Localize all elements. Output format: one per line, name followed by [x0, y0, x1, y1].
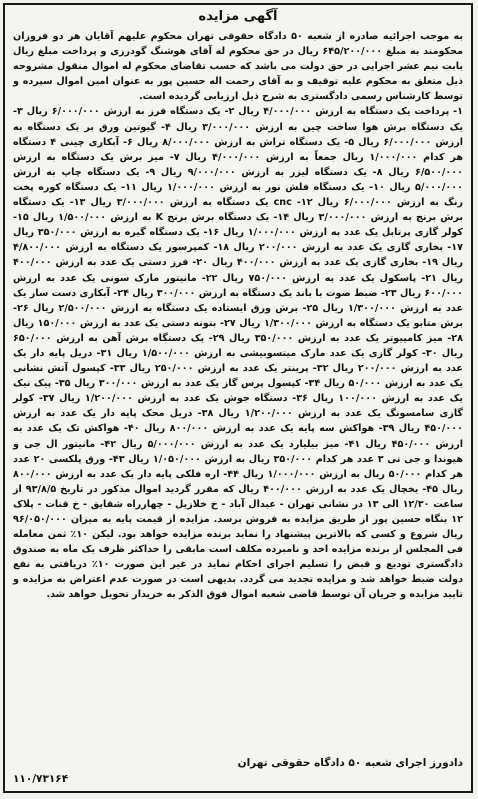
notice-intro-paragraph: به موجب اجرائیه صادره از شعبه ۵۰ دادگاه حقوقی تهران محکوم علیهم آقایان هر دو فروزان محکومند به مبلغ ۶۴۵/۲۰۰/۰۰۰ ریال در حق محکوم له آقای هوشنگ گودرزی و پرداخت مبلغ ریال بابت نیم عشر اجرایی در حق دولت می باشد که حسب تقاضای محکوم له اموال منقول مشروحه ذیل متعلق به محکوم علیه توقیف و به آقای رحمت اله حسین پور به عنوان امین اموال سپرده و توسط کارشناس رسمی دادگستری به شرح ذیل ارزیابی گردیده است. — [13, 31, 463, 103]
reference-number: ۱۱۰/۷۳۱۶۴ — [13, 773, 69, 785]
notice-items-paragraph: ۱- پرداخت یک دستگاه به ارزش ۴/۰۰۰/۰۰۰ ریال ۲- یک دستگاه فرز به ارزش ۶/۰۰۰/۰۰۰ ریال ۳- یک دستگاه برش هوا ساخت چین به ارزش ۳/۰۰۰/۰۰۰ ریال ۴- گیوتین ورق بر یک دستگاه به ارزش ۶/۰۰۰/۰۰۰ ریال ۵- یک دستگاه تراش به ارزش ۸/۰۰۰/۰۰۰ ریال ۶- آبکاری چینی ۴ دستگاه هر کدام ۱/۰۰۰/۰۰۰ ریال جمعاً به ارزش ۴/۰۰۰/۰۰۰ ریال ۷- میز برش یک دستگاه به ارزش ۶/۵۰۰/۰۰۰ ریال ۸- یک دستگاه لیزر به ارزش ۹/۰۰۰/۰۰۰ ریال ۹- یک دستگاه چاپ به ارزش ۵/۰۰۰/۰۰۰ ریال ۱۰- یک دستگاه فلش نور به ارزش ۱/۰۰۰/۰۰۰ ریال ۱۱- یک دستگاه کوره پخت رنگ به ارزش ۶/۰۰۰/۰۰۰ ریال ۱۲- cnc یک دستگاه به ارزش ۳/۰۰۰/۰۰۰ ریال ۱۳- یک دستگاه برش برنج به ارزش ۳/۰۰۰/۰۰۰ ریال ۱۴- یک دستگاه برش برنج K به ارزش ۱/۵۰۰/۰۰۰ ریال ۱۵- کولر گازی پرتابل یک عدد به ارزش ۱/۰۰۰/۰۰۰ ریال ۱۶- یک دستگاه گیره به ارزش ۳۵۰/۰۰۰ ریال ۱۷- بخاری گازی یک عدد به ارزش ۲۰۰/۰۰۰ ریال ۱۸- کمپرسور یک دستگاه به ارزش ۴/۸۰۰/۰۰۰ ریال ۱۹- بخاری گازی یک عدد به ارزش ۴۰۰/۰۰۰ ریال ۲۰- فرز دستی یک عدد به ارزش ۴۰۰/۰۰۰ ریال ۲۱- پاسکول یک عدد به ارزش ۷۵۰/۰۰۰ ریال ۲۲- مانیتور مارک سونی یک عدد به ارزش ۶۰۰/۰۰۰ ریال ۲۳- ضبط صوت با باند یک دستگاه به ارزش ۳۰۰/۰۰۰ ریال ۲۴- آبکاری دست ساز یک عدد به ارزش ۱/۳۰۰/۰۰۰ ریال ۲۵- برش ورق ایستاده یک دستگاه به ارزش ۲/۵۰۰/۰۰۰ ریال ۲۶- برش متابو یک دستگاه به ارزش ۱/۳۰۰/۰۰۰ ریال ۲۷- بتونه دستی یک عدد به ارزش ۱۵۰/۰۰۰ ریال ۲۸- میز کامپیوتر یک عدد به ارزش ۳۵۰/۰۰۰ ریال ۲۹- یک دستگاه برش آهن به ارزش ۶۵۰/۰۰۰ ریال ۳۰- کولر گازی یک عدد مارک میتسوبیشی به ارزش ۱/۵۰۰/۰۰۰ ریال ۳۱- دریل پایه دار یک عدد به ارزش ۲۰۰/۰۰۰ ریال ۳۲- پرینتر یک عدد به ارزش ۲۵۰/۰۰۰ ریال ۳۳- کپسول آتش نشانی یک عدد به ارزش ۵۰/۰۰۰ ریال ۳۴- کپسول پرس گاز یک عدد به ارزش ۳۰۰/۰۰۰ ریال ۳۵- پیک نیک یک عدد به ارزش ۱۰۰/۰۰۰ ریال ۳۶- دستگاه جوش یک عدد به ارزش ۱/۲۰۰/۰۰۰ ریال ۳۷- کولر گازی سامسونگ یک عدد به ارزش ۱/۲۰۰/۰۰۰ ریال ۳۸- دریل محک پایه دار یک عدد به ارزش ۴۵۰/۰۰۰ ریال ۳۹- هواکش سه پایه یک عدد به ارزش ۸۰۰/۰۰۰ ریال ۴۰- هواکش تک یک عدد به ارزش ۴۵۰/۰۰۰ ریال ۴۱- میز بیلیارد یک عدد به ارزش ۵/۰۰۰/۰۰۰ ریال ۴۲- مانیتور ال جی و هیوندا و جی تی ۳ عدد هر کدام ۳۵۰/۰۰۰ ریال به ارزش ۱/۰۵۰/۰۰۰ ریال ۴۳- ورق پلکسی ۲۰ عدد هر کدام ۵۰/۰۰۰ ریال به ارزش ۱/۰۰۰/۰۰۰ ریال ۴۴- اره فلکی پایه دار یک عدد به ارزش ۸۰۰/۰۰۰ ریال ۴۵- یخچال یک عدد به ارزش ۴۰۰/۰۰۰ ریال که مقرر گردید اموال مذکور در تاریخ ۹۳/۸/۵ از ساعت ۱۲/۳۰ الی ۱۳ در نشانی تهران - عبدال آباد - خ خلازیل - چهارراه شقایق - خ قنات - پلاک ۱۲ بنگاه حسین پور از طریق مزایده به فروش برسد. مزایده از قیمت پایه به میزان ۹۶/۰۵۰/۰۰۰ ریال شروع و کسی که بالاترین پیشنهاد را نماید برنده مزایده خواهد بود. لیکن ۱۰٪ ثمن معامله فی المجلس از برنده مزایده اخذ و نامبرده مکلف است مابقی را حداکثر ظرف یک ماه به صندوق دادگستری تودیع و قبض را تسلیم اجرای احکام نماید در غیر این صورت ۱۰٪ دریافتی به نفع دولت ضبط خواهد شد و مزایده تجدید می گردد. بدیهی است در صورت عدم اعتراض به مزایده و تایید مزایده و جریان آن توسط قاضی شعبه اموال فوق الذکر به خریدار تحویل خواهد شد. — [13, 106, 464, 601]
court-signature: دادورز اجرای شعبه ۵۰ دادگاه حقوقی تهران — [237, 757, 463, 769]
notice-body — [13, 29, 463, 603]
notice-title: آگهی مزایده — [198, 9, 278, 24]
notice-frame — [3, 3, 473, 793]
